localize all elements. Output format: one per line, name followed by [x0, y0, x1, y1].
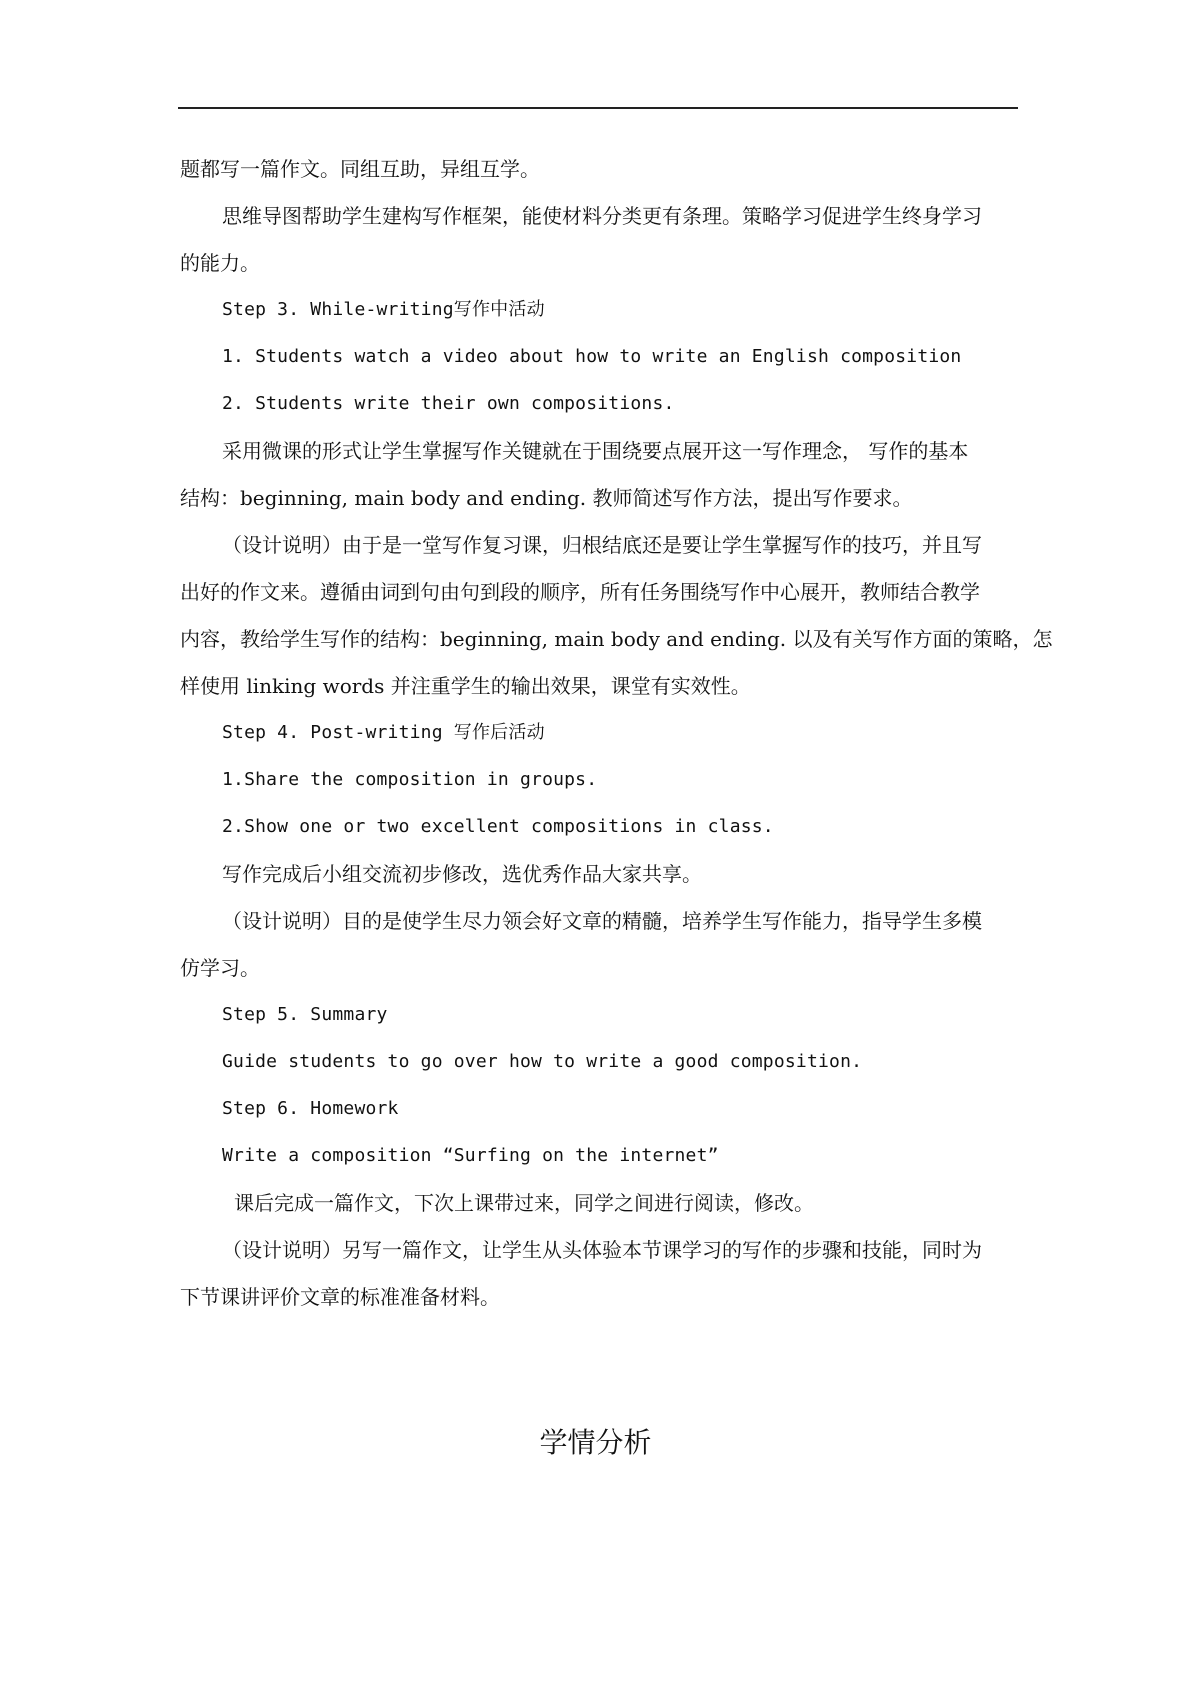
paragraph-line: 写作完成后小组交流初步修改，选优秀作品大家共享。 [222, 862, 702, 886]
paragraph-line: 的能力。 [180, 251, 260, 275]
paragraph-line: 仿学习。 [180, 956, 260, 980]
paragraph-line: （设计说明）目的是使学生尽力领会好文章的精髓，培养学生写作能力，指导学生多模 [222, 909, 982, 933]
list-item: 2.Show one or two excellent compositions in class. [222, 816, 774, 837]
list-item: 1. Students watch a video about how to write an English composition [222, 346, 962, 367]
paragraph-line: 采用微课的形式让学生掌握写作关键就在于围绕要点展开这一写作理念， 写作的基本 [222, 439, 969, 463]
paragraph-line: 思维导图帮助学生建构写作框架，能使材料分类更有条理。策略学习促进学生终身学习 [222, 204, 982, 228]
paragraph-line: Guide students to go over how to write a good composition. [222, 1051, 863, 1072]
paragraph-line: （设计说明）另写一篇作文，让学生从头体验本节课学习的写作的步骤和技能，同时为 [222, 1238, 982, 1262]
paragraph-line: Write a composition “Surfing on the internet” [222, 1145, 719, 1166]
paragraph-line: 样使用 linking words 并注重学生的输出效果，课堂有实效性。 [180, 674, 751, 698]
paragraph-line: 结构：beginning, main body and ending. 教师简述写作方法，提出写作要求。 [180, 486, 913, 510]
step-heading: Step 4. Post-writing 写作后活动 [222, 722, 545, 743]
step-heading: Step 6. Homework [222, 1098, 399, 1119]
paragraph-line: （设计说明）由于是一堂写作复习课，归根结底还是要让学生掌握写作的技巧，并且写 [222, 533, 982, 557]
step-heading: Step 3. While-writing写作中活动 [222, 299, 545, 320]
section-title: 学情分析 [539, 1426, 652, 1459]
list-item: 1.Share the composition in groups. [222, 769, 598, 790]
paragraph-line: 题都写一篇作文。同组互助，异组互学。 [180, 157, 540, 181]
paragraph-line: 出好的作文来。遵循由词到句由句到段的顺序，所有任务围绕写作中心展开，教师结合教学 [180, 580, 980, 604]
step-heading: Step 5. Summary [222, 1004, 388, 1025]
list-item: 2. Students write their own compositions. [222, 393, 675, 414]
paragraph-line: 课后完成一篇作文，下次上课带过来，同学之间进行阅读，修改。 [234, 1191, 814, 1215]
paragraph-line: 内容，教给学生写作的结构：beginning, main body and ending. 以及有关写作方面的策略，怎 [180, 627, 1053, 651]
paragraph-line: 下节课讲评价文章的标准准备材料。 [180, 1285, 500, 1309]
header-rule [178, 107, 1018, 109]
